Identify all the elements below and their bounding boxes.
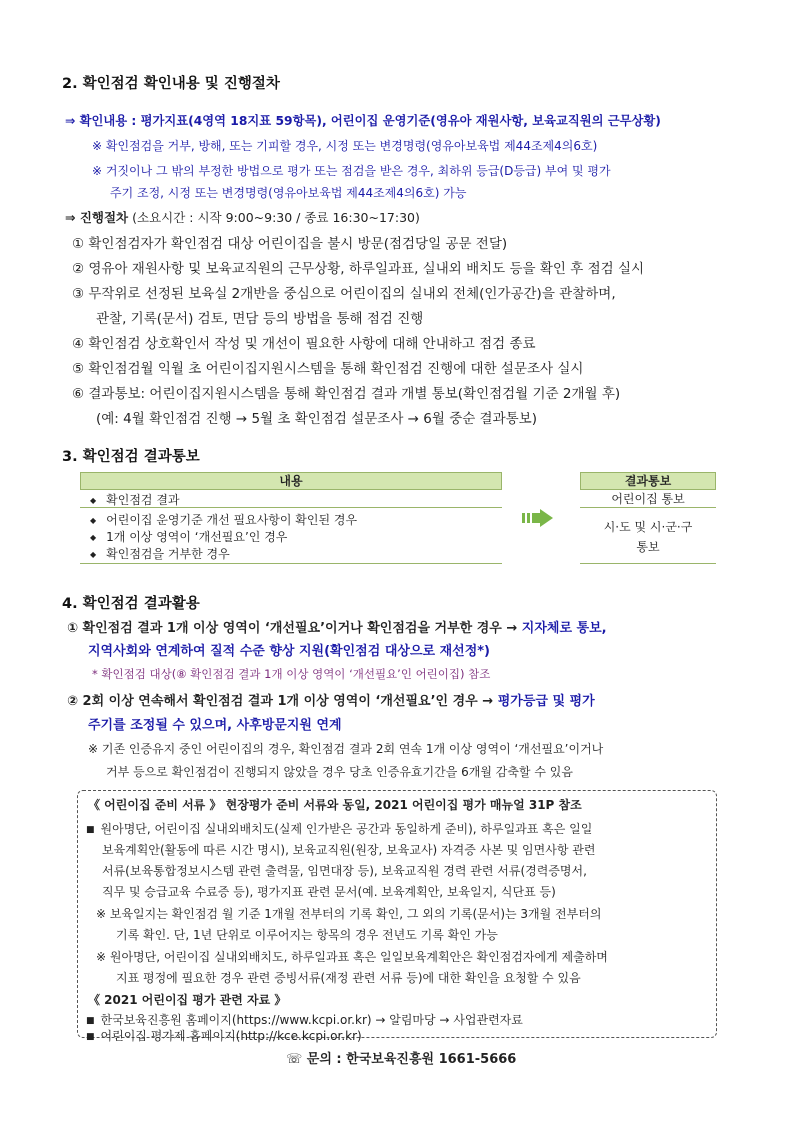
ref-heading: 《 어린이집 준비 서류 》 현장평가 준비 서류와 동일, 2021 어린이집 평가 매뉴얼 31P 참조 — [88, 798, 582, 812]
usage-item1 — [67, 617, 607, 636]
usage-item2-text: ② 2회 이상 연속해서 확인점검 결과 1개 이상 영역이 ‘개선필요’인 경우 → — [67, 694, 494, 709]
table-left-header: 내용 — [80, 472, 502, 490]
section2-title: 2. 확인점검 확인내용 및 진행절차 — [62, 76, 280, 92]
row-result: ◆ 확인점검 결과 — [90, 491, 180, 508]
step-3-cont: 관찰, 기록(문서) 검토, 면담 등의 방법을 통해 점검 진행 — [96, 311, 424, 327]
ref-note2-line1: ※ 원아명단, 어린이집 실내외배치도, 하루일과표 혹은 일일보육계획안은 확인점검자에게 제출하며 — [96, 950, 608, 964]
usage-item2-highlight: 평가등급 및 평가 — [497, 694, 595, 709]
content-label: ⇒ 확인내용 : 평가지표(4영역 18지표 59항목), 어린이집 운영기준(영유아 재원사항, 보육교직원의 근무상황) — [65, 114, 661, 128]
usage-item1-text: ① 확인점검 결과 1개 이상 영역이 ‘개선필요’이거나 확인점검을 거부한 경우 → — [67, 621, 518, 636]
notify-daycare: 어린이집 통보 — [580, 490, 716, 508]
ref-note1-line1: ※ 보육일지는 확인점검 월 기준 1개월 전부터의 기록 확인, 그 외의 기록(문서)는 3개월 전부터의 — [96, 907, 602, 921]
procedure-time: (소요시간 : 시작 9:00~9:30 / 종료 16:30~17:30) — [132, 210, 420, 225]
usage-item1-cont: 지역사회와 연계하여 질적 수준 향상 지원(확인점검 대상으로 재선정*) — [88, 644, 490, 659]
usage-item2-note: ※ 기존 인증유지 중인 어린이집의 경우, 확인점검 결과 2회 연속 1개 이상 영역이 ‘개선필요’이거나 — [88, 742, 604, 756]
note-fraud: ※ 거짓이나 그 밖의 부정한 방법으로 평가 또는 점검을 받은 경우, 최하위 등급(D등급) 부여 및 평가 — [92, 164, 611, 178]
row-refused: ◆ 확인점검을 거부한 경우 — [90, 545, 230, 562]
note-fraud-cont: 주기 조정, 시정 또는 변경명령(영유아보육법 제44조제4의6호) 가능 — [110, 186, 467, 200]
row-operation: ◆ 어린이집 운영기준 개선 필요사항이 확인된 경우 — [90, 511, 357, 528]
step-6: ⑥ 결과통보: 어린이집지원시스템을 통해 확인점검 결과 개별 통보(확인점검월 기준 2개월 후) — [72, 386, 621, 402]
section3-title: 3. 확인점검 결과통보 — [62, 449, 200, 465]
notify-local-gov-line2: 통보 — [636, 540, 660, 554]
ref-heading2: 《 2021 어린이집 평가 관련 자료 》 — [88, 993, 287, 1007]
table-left-row2 — [80, 508, 502, 564]
notify-local-gov — [580, 508, 716, 564]
step-3: ③ 무작위로 선정된 보육실 2개반을 중심으로 어린이집의 실내외 전체(인가공간)을 관찰하며, — [72, 286, 616, 302]
procedure-heading — [65, 208, 420, 226]
step-4: ④ 확인점검 상호확인서 작성 및 개선이 필요한 사항에 대해 안내하고 점검 종료 — [72, 336, 536, 352]
note-refusal: ※ 확인점검을 거부, 방해, 또는 기피할 경우, 시정 또는 변경명령(영유아보육법 제44조제4의6호) — [92, 139, 598, 153]
ref-note1-line2: 기록 확인. 단, 1년 단위로 이루어지는 항목의 경우 전년도 기록 확인 가능 — [116, 928, 498, 942]
ref-link-kcpi[interactable]: ■ 한국보육진흥원 홈페이지(https://www.kcpi.or.kr) → 알림마당 → 사업관련자료 — [86, 1011, 523, 1028]
arrow-right-icon — [522, 509, 554, 527]
procedure-label: ⇒ 진행절차 — [65, 210, 129, 225]
contact-info: ☏ 문의 : 한국보육진흥원 1661-5666 — [286, 1052, 517, 1067]
section4-title: 4. 확인점검 결과활용 — [62, 596, 200, 612]
usage-item2 — [67, 690, 595, 709]
usage-item2-note-cont: 거부 등으로 확인점검이 진행되지 않았을 경우 당초 인증유효기간을 6개월 감축할 수 있음 — [106, 765, 573, 779]
ref-docs-line3: 서류(보육통합정보시스템 관련 출력물, 임면대장 등), 보육교직원 경력 관련 서류(경력증명서, — [102, 864, 587, 878]
table-left-row1 — [80, 490, 502, 508]
usage-item2-cont: 주기를 조정될 수 있으며, 사후방문지원 연계 — [88, 718, 342, 733]
ref-note2-line2: 지표 평정에 필요한 경우 관련 증빙서류(재정 관련 서류 등)에 대한 확인을 요청할 수 있음 — [116, 971, 581, 985]
usage-item1-highlight: 지자체로 통보, — [521, 621, 607, 636]
step-5: ⑤ 확인점검월 익월 초 어린이집지원시스템을 통해 확인점검 진행에 대한 설문조사 실시 — [72, 361, 584, 377]
ref-link-kce[interactable]: ■ 어린이집 평가제 홈페이지(http://kce.kcpi.or.kr) — [86, 1027, 362, 1044]
reference-box — [77, 790, 717, 1043]
step-2: ② 영유아 재원사항 및 보육교직원의 근무상황, 하루일과표, 실내외 배치도 등을 확인 후 점검 실시 — [72, 261, 645, 277]
ref-docs-line4: 직무 및 승급교육 수료증 등), 평가지표 관련 문서(예. 보육계획안, 보육일지, 식단표 등) — [102, 885, 556, 899]
ref-docs-line2: 보육계획안(활동에 따른 시간 명시), 보육교직원(원장, 보육교사) 자격증 사본 및 임면사항 관련 — [102, 843, 596, 857]
table-right-header: 결과통보 — [580, 472, 716, 490]
row-needs-improvement: ◆ 1개 이상 영역이 ‘개선필요’인 경우 — [90, 528, 287, 545]
step-6-example: (예: 4월 확인점검 진행 → 5월 초 확인점검 설문조사 → 6월 중순 결과통보) — [96, 411, 537, 427]
notify-local-gov-line1: 시·도 및 시·군·구 — [603, 520, 693, 534]
ref-docs-line1: ■ 원아명단, 어린이집 실내외배치도(실제 인가받은 공간과 동일하게 준비), 하루일과표 혹은 일일 — [86, 820, 592, 837]
step-1: ① 확인점검자가 확인점검 대상 어린이집을 불시 방문(점검당일 공문 전달) — [72, 236, 508, 252]
usage-item1-note: * 확인점검 대상(⑧ 확인점검 결과 1개 이상 영역이 ‘개선필요’인 어린이집) 참조 — [92, 667, 491, 681]
